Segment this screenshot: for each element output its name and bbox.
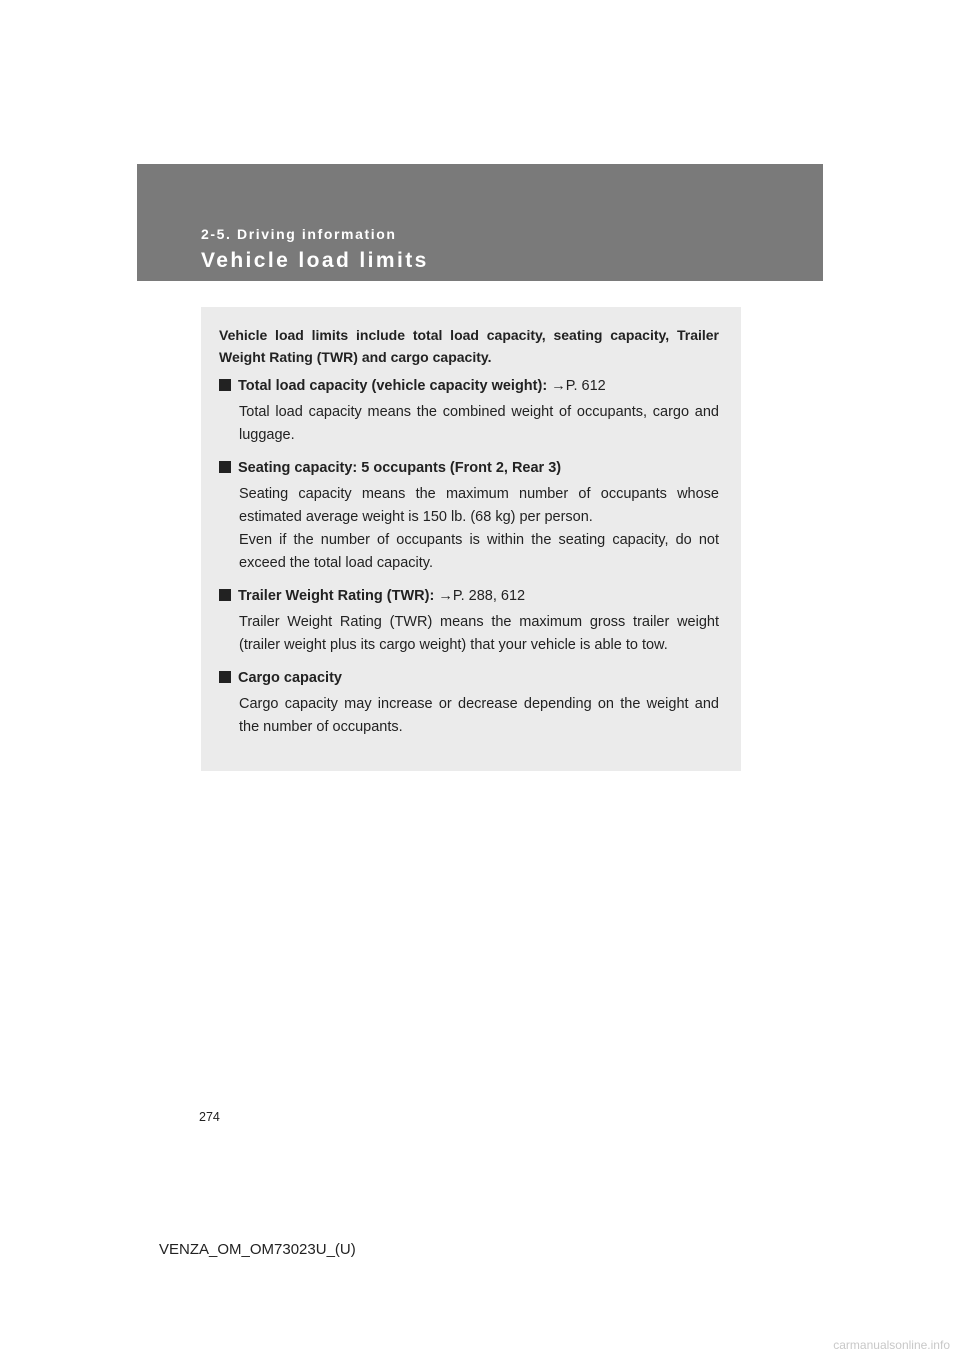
item-body: Seating capacity means the maximum number of occupants whose estimated average weight is 150 lb. (68 kg) per person. <box>239 486 719 525</box>
square-bullet-icon <box>219 671 231 683</box>
page-number: 274 <box>199 1110 220 1124</box>
info-box <box>201 307 741 771</box>
item-total-load <box>219 375 719 447</box>
item-trailer-weight <box>219 585 719 657</box>
item-body: Total load capacity means the combined weight of occupants, cargo and luggage. <box>239 404 719 443</box>
item-heading-text: Cargo capacity <box>238 670 342 686</box>
item-body: Trailer Weight Rating (TWR) means the maximum gross trailer weight (trailer weight plus its cargo weight) that your vehicle is able to tow. <box>239 614 719 653</box>
page-reference[interactable]: →P. 612 <box>551 378 606 394</box>
item-heading-text: Seating capacity: 5 occupants (Front 2, Rear 3) <box>238 460 562 476</box>
item-cargo <box>219 667 719 739</box>
watermark: carmanualsonline.info <box>833 1338 950 1352</box>
item-heading <box>219 667 719 690</box>
item-seating <box>219 457 719 575</box>
item-heading-text: Total load capacity (vehicle capacity weight): <box>238 378 552 394</box>
page-title: Vehicle load limits <box>201 249 429 272</box>
page-reference[interactable]: →P. 288, 612 <box>438 588 526 604</box>
item-heading-text: Trailer Weight Rating (TWR): <box>238 588 439 604</box>
square-bullet-icon <box>219 461 231 473</box>
chapter-header <box>137 164 823 281</box>
item-heading <box>219 375 719 398</box>
item-body: Even if the number of occupants is within the seating capacity, do not exceed the total load capacity. <box>239 532 719 571</box>
square-bullet-icon <box>219 379 231 391</box>
square-bullet-icon <box>219 589 231 601</box>
intro-text: Vehicle load limits include total load capacity, seating capacity, Trailer Weight Rating (TWR) and cargo capacity. <box>219 327 719 365</box>
item-heading <box>219 585 719 608</box>
item-heading <box>219 457 719 480</box>
document-code: VENZA_OM_OM73023U_(U) <box>159 1241 356 1258</box>
section-label: 2-5. Driving information <box>201 226 397 242</box>
item-body: Cargo capacity may increase or decrease depending on the weight and the number of occupants. <box>239 696 719 735</box>
